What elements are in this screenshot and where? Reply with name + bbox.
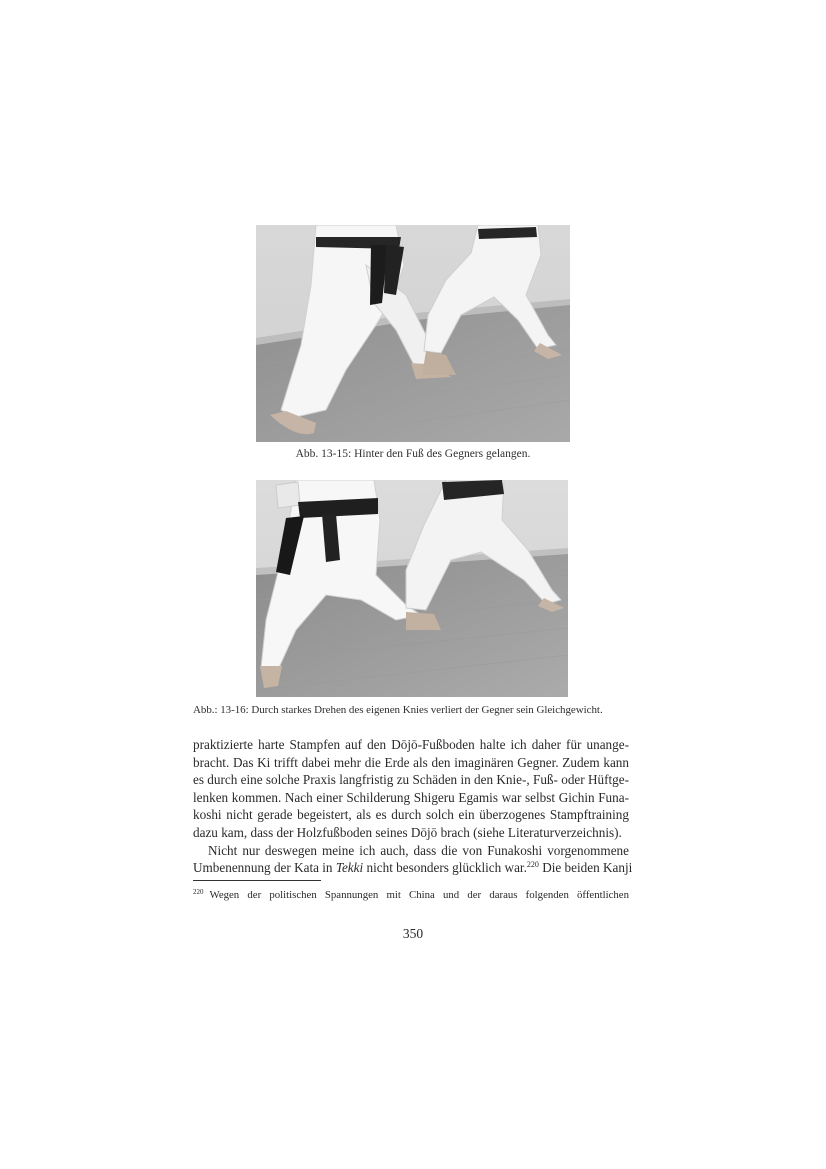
text-fragment: Umbenennung der Kata in xyxy=(193,860,336,876)
figure-photo-13-15 xyxy=(256,225,570,442)
footnote-reference[interactable]: 220 xyxy=(526,860,539,870)
karate-knee-turn-photo xyxy=(256,480,568,697)
karate-stance-photo xyxy=(256,225,570,442)
kata-name: Tekki xyxy=(335,860,364,876)
text-fragment: nicht besonders glücklich war. xyxy=(363,860,527,876)
text-line: Nicht nur deswegen meine ich auch, dass die von Funakoshi vorgenommene xyxy=(208,842,629,858)
footnote-separator xyxy=(193,880,321,881)
footnote xyxy=(193,885,629,902)
text-fragment: Die beiden Kanji xyxy=(538,860,633,876)
text-line: es durch eine solche Praxis langfristig zu Schäden in den Knie-, Fuß- oder Hüftge- xyxy=(193,772,629,788)
text-line: praktizierte harte Stampfen auf den Dōjō-Fußboden halte ich daher für unange- xyxy=(193,737,629,752)
text-line: lenken kommen. Nach einer Schilderung Shigeru Egamis war selbst Gichin Funa- xyxy=(193,789,629,805)
figure-photo-13-16 xyxy=(256,480,568,697)
text-line: dazu kam, dass der Holzfußboden seines Dōjō brach (siehe Literaturverzeichnis). xyxy=(193,824,622,840)
text-line: bracht. Das Ki trifft dabei mehr die Erde als den imaginären Gegner. Zudem kann xyxy=(193,754,629,770)
text-line xyxy=(193,859,633,877)
text-line: koshi nicht gerade begeistert, als es durch solch ein überzogenes Stampftraining xyxy=(193,807,629,823)
footnote-number: 220 xyxy=(193,888,204,896)
figure-caption: Abb. 13-15: Hinter den Fuß des Gegners gelangen. xyxy=(295,448,531,460)
footnote-text: Wegen der politischen Spannungen mit China und der daraus folgenden öffentlichen xyxy=(209,889,629,901)
page-number: 350 xyxy=(402,926,424,941)
figure-caption: Abb.: 13-16: Durch starkes Drehen des eigenen Knies verliert der Gegner sein Gleichgewicht. xyxy=(193,704,603,716)
body-paragraph xyxy=(193,736,633,877)
